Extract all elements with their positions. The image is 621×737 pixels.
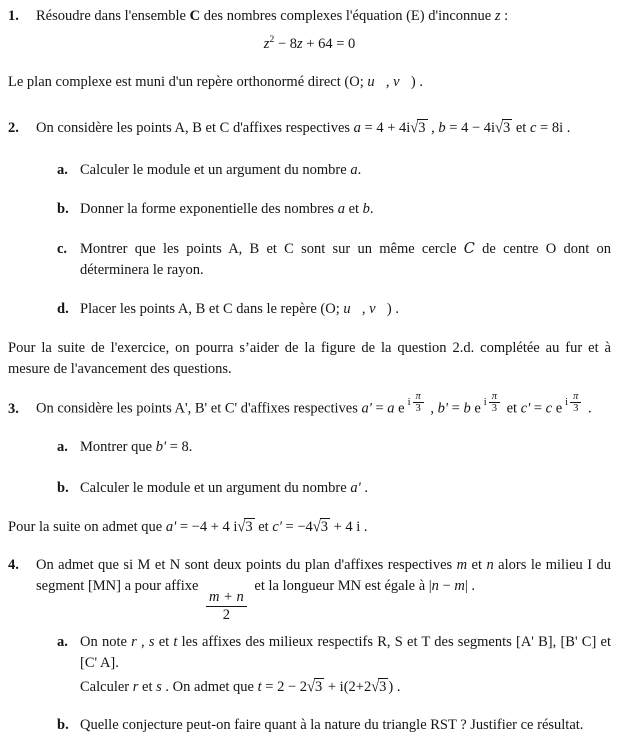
question-2c-letter: c. bbox=[57, 241, 68, 258]
question-4b-text: Quelle conjecture peut-on faire quant à la nature du triangle RST ? Justifier ce résultat. bbox=[80, 716, 584, 733]
question-2b-letter: b. bbox=[57, 201, 69, 218]
equation-quadratic: $z^2 - 8z + 64 = 0$ bbox=[263, 34, 356, 53]
question-4a-calculation: Calculer r et s . On admet que t = 2 − 2√3 + i(2+2√3 ) . bbox=[80, 678, 401, 696]
question-2d bbox=[57, 299, 611, 320]
paragraph-figure-hint: Pour la suite de l'exercice, on pourra s’aider de la figure de la question 2.d. complétée au fur et à mesure de l'avancement des questions. bbox=[8, 340, 611, 378]
question-3b-letter: b. bbox=[57, 479, 69, 496]
question-2c bbox=[57, 239, 611, 281]
question-3a-letter: a. bbox=[57, 438, 68, 455]
question-4a bbox=[57, 632, 611, 674]
question-2c-text: Montrer que les points A, B et C sont sur un même cercle C de centre O dont on déterminera le rayon. bbox=[80, 241, 611, 279]
question-2d-letter: d. bbox=[57, 301, 69, 318]
question-4a-letter: a. bbox=[57, 633, 68, 650]
question-2-text: On considère les points A, B et C d'affixes respectives a = 4 + 4i√3 , b = 4 − 4i√3 et c = 8i . bbox=[36, 119, 571, 137]
question-1-number: 1. bbox=[8, 8, 19, 24]
question-3a bbox=[57, 437, 611, 458]
question-1-text: Résoudre dans l'ensemble C des nombres complexes l'équation (E) d'inconnue z : bbox=[36, 8, 509, 24]
question-3b-text: Calculer le module et un argument du nombre a' . bbox=[80, 479, 368, 496]
question-2b-text: Donner la forme exponentielle des nombres a et b. bbox=[80, 201, 374, 218]
question-4 bbox=[8, 555, 611, 625]
question-3-text: On considère les points A', B' et C' d'affixes respectives a' = a e i $\frac{\pi}{3}$ , b' = b e i $\frac{\pi}{3}$ et c' = c e i $\frac{\pi}{3}$ . bbox=[36, 391, 592, 417]
question-4b-letter: b. bbox=[57, 716, 69, 733]
question-4a-text: On note r , s et t les affixes des milieux respectifs R, S et T des segments [A' B], [B' C] et [C' A]. bbox=[80, 633, 611, 671]
question-3a-text: Montrer que b' = 8. bbox=[80, 438, 193, 455]
question-2b bbox=[57, 199, 611, 220]
paragraph-admitted-values: Pour la suite on admet que a' = −4 + 4 i√3 et c' = −4√3 + 4 i . bbox=[8, 518, 368, 536]
question-1 bbox=[8, 6, 611, 27]
question-3-number: 3. bbox=[8, 400, 19, 417]
question-2a-letter: a. bbox=[57, 162, 68, 179]
question-3b bbox=[57, 478, 611, 499]
question-2-number: 2. bbox=[8, 120, 19, 137]
paragraph-complex-plane: Le plan complexe est muni d'un repère orthonormé direct (O; u⃗, v⃗) . bbox=[8, 74, 423, 91]
question-4b bbox=[57, 715, 611, 736]
question-2 bbox=[8, 118, 611, 139]
question-2a-text: Calculer le module et un argument du nombre a. bbox=[80, 162, 362, 179]
question-4-number: 4. bbox=[8, 556, 19, 573]
question-4-text: On admet que si M et N sont deux points du plan d'affixes respectives m et n alors le milieu I du segment [MN] a pour affixe $\frac{m + n}{2}$ et la longueur MN est égale à |n − m| . bbox=[36, 556, 612, 624]
question-2d-text: Placer les points A, B et C dans le repère (O; u⃗, v⃗) . bbox=[80, 301, 399, 318]
question-3 bbox=[8, 391, 611, 420]
question-2a bbox=[57, 160, 611, 181]
